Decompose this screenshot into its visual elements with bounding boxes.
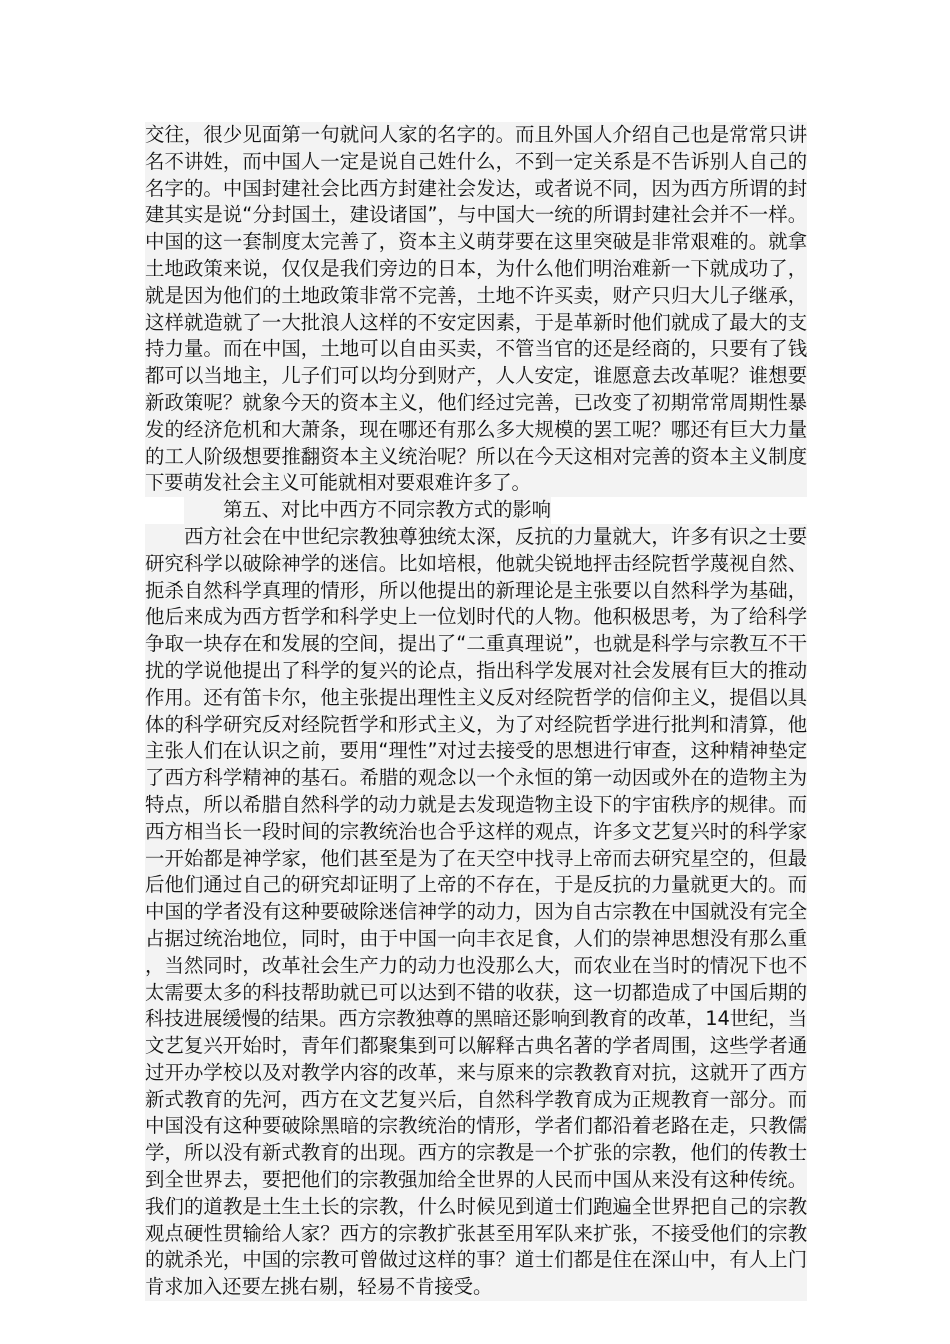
section-heading: [145, 497, 807, 524]
section-heading-text: 第五、对比中西方不同宗教方式的影响: [184, 497, 551, 524]
body-text: [145, 122, 807, 1301]
paragraph-religion: 西方社会在中世纪宗教独尊独统太深，反抗的力量就大，许多有识之士要研究科学以破除神学的迷信。比如培根，他就尖锐地抨击经院哲学蔑视自然、扼杀自然科学真理的情形，所以他提出的新理论是主张要以自然科学为基础，他后来成为西方哲学和科学史上一位划时代的人物。他积极思考，为了给科学争取一块存在和发展的空间，提出了“二重真理说”，也就是科学与宗教互不干扰的学说他提出了科学的复兴的论点，指出科学发展对社会发展有巨大的推动作用。还有笛卡尔，他主张提出理性主义反对经院哲学的信仰主义，提倡以具体的科学研究反对经院哲学和形式主义，为了对经院哲学进行批判和清算，他主张人们在认识之前，要用“理性”对过去接受的思想进行审查，这种精神垫定了西方科学精神的基石。希腊的观念以一个永恒的第一动因或外在的造物主为特点，所以希腊自然科学的动力就是去发现造物主设下的宇宙秩序的规律。而西方相当长一段时间的宗教统治也合乎这样的观点，许多文艺复兴时的科学家一开始都是神学家，他们甚至是为了在天空中找寻上帝而去研究星空的，但最后他们通过自己的研究却证明了上帝的不存在，于是反抗的力量就更大的。而中国的学者没有这种要破除迷信神学的动力，因为自古宗教在中国就没有完全占据过统治地位，同时，由于中国一向丰衣足食，人们的崇神思想没有那么重，当然同时，改革社会生产力的动力也没那么大，而农业在当时的情况下也不太需要太多的科技帮助就已可以达到不错的收获，这一切都造成了中国后期的科技进展缓慢的结果。西方宗教独尊的黑暗还影响到教育的改革，14世纪，当文艺复兴开始时，青年们都聚集到可以解释古典名著的学者周围，这些学者通过开办学校以及对教学内容的改革，来与原来的宗教教育对抗，这就开了西方新式教育的先河，西方在文艺复兴后，自然科学教育成为正规教育一部分。而中国没有这种要破除黑暗的宗教统治的情形，学者们都沿着老路在走，只教儒学，所以没有新式教育的出现。西方的宗教是一个扩张的宗教，他们的传教士到全世界去，要把他们的宗教强加给全世界的人民而中国从来没有这种传统。我们的道教是土生土长的宗教，什么时候见到道士们跑遍全世界把自己的宗教观点硬性贯输给人家？西方的宗教扩张甚至用军队来扩张，不接受他们的宗教的就杀光，中国的宗教可曾做过这样的事？道士们都是住在深山中，有人上门肯求加入还要左挑右剔，轻易不肯接受。: [145, 524, 807, 1301]
paragraph-land-policy: 交往，很少见面第一句就问人家的名字的。而且外国人介绍自己也是常常只讲名不讲姓，而中国人一定是说自己姓什么，不到一定关系是不告诉别人自己的名字的。中国封建社会比西方封建社会发达，或者说不同，因为西方所谓的封建其实是说“分封国土，建设诸国”，与中国大一统的所谓封建社会并不一样。中国的这一套制度太完善了，资本主义萌芽要在这里突破是非常艰难的。就拿土地政策来说，仅仅是我们旁边的日本，为什么他们明治难新一下就成功了，就是因为他们的土地政策非常不完善，土地不许买卖，财产只归大儿子继承，这样就造就了一大批浪人这样的不安定因素，于是革新时他们就成了最大的支持力量。而在中国，土地可以自由买卖，不管当官的还是经商的，只要有了钱都可以当地主，儿子们可以均分到财产，人人安定，谁愿意去改革呢？谁想要新政策呢？就象今天的资本主义，他们经过完善，已改变了初期常常周期性暴发的经济危机和大萧条，现在哪还有那么多大规模的罢工呢？哪还有巨大力量的工人阶级想要推翻资本主义统治呢？所以在今天这相对完善的资本主义制度下要萌发社会主义可能就相对要艰难许多了。: [145, 122, 807, 497]
